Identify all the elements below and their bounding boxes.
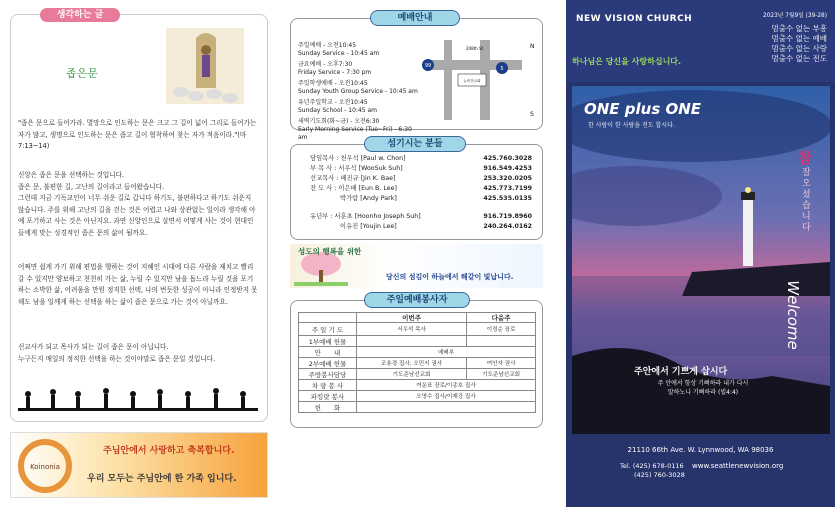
banner-line-1: 주님안에서 사랑하고 축복합니다.: [103, 446, 235, 456]
fellowship-banner: [10, 432, 268, 498]
silhouette-people-illustration: [18, 388, 258, 414]
paragraph-3: 선교사가 되고 목사가 되는 길이 좁은 문이 아닙니다. 누구든지 매일의 정직한 선택을 하는 것이야말로 좁은 문일 것입니다.: [18, 343, 216, 363]
church-address: 21110 66th Ave. W. Lynnwood, WA 98036: [627, 446, 774, 454]
meditation-header: 생각하는 글: [40, 8, 120, 22]
left-panel: [0, 0, 278, 507]
church-website-link[interactable]: www.seattlenewvision.org: [692, 462, 784, 470]
worship-header: 예배안내: [370, 10, 460, 26]
table-row: 주방봉사담당 기도준남선교회 기도준남선교회: [299, 369, 536, 380]
middle-panel: [284, 0, 549, 507]
schedule-list: 주일예배 - 오전10:45 Sunday Service - 10:45 am 금요예배 - 오후7:30 Friday Service - 7:30 pm 주일학생예배 - 오전10:45 Sunday Youth Group Service - 10:45 am 유년주일학교 - 오전10:45 Sunday School - 10:45 am 새벽기도회(화~금) - 오전6:30 Early Morning Service (Tue~Fri) - 6:30 am: [298, 42, 418, 141]
svg-text:5: 5: [500, 66, 504, 72]
staff-list: 담임목사 : 천우석 [Paul w. Chon] 425.760.3028 부 목 사 : 서우석 [WooSuk Suh] 916.549.4253 선교목사 : 배진규 [Jin K. Bae] 253.320.0205 전 도 사 : 이은배 [Eun B. Lee] 425.773.7199 박가람 [Andy Park] 425.535.0135 유년부 : 서훈초 [Hoonho Joseph Suh] 916.719.8960 이유진 [Youjin Lee] 240.264.0162: [310, 155, 532, 230]
verse-text: "좁은 문으로 들어가라. 멸망으로 인도하는 문은 크고 그 길이 넓어 그리로 들어가는 자가 많고, 생명으로 인도하는 문은 좁고 길이 협착하여 찾는 자가 적음이라."(마 7:13~14): [18, 119, 257, 151]
happiness-title: 성도의 행복을 위한: [298, 247, 362, 256]
motto-list: 멈출수 없는 부흥 멈출수 없는 예배 멈출수 없는 사랑 멈출수 없는 전도: [771, 24, 827, 63]
cover-panel: [566, 0, 835, 507]
location-map: [418, 34, 538, 124]
svg-text:Koinonia: Koinonia: [30, 463, 60, 471]
blessing-verse: 주 안에서 항상 기뻐하라 내가 다시 말하노니 기뻐하라 (빌4:4): [657, 380, 749, 396]
vertical-word-2: 잘오셨습니다: [802, 168, 811, 233]
evangelism-subtitle: 한 사람이 한 사람을 전도 합시다.: [588, 122, 675, 129]
koinonia-logo: [17, 439, 73, 493]
bulletin-date: 2023년 7월9일 (39-28): [763, 13, 827, 19]
vertical-word-1: 참: [798, 151, 812, 167]
lighthouse-photo: [572, 86, 830, 434]
cover-header: [566, 0, 835, 82]
table-row: 파킹랏 봉사 오명수 집사/이재강 집사: [299, 391, 536, 402]
svg-text:S: S: [530, 111, 534, 118]
table-row: 1부예배 헌물: [299, 336, 536, 347]
table-row: 안 내 예배부: [299, 347, 536, 358]
happiness-banner: [290, 244, 543, 288]
svg-text:208th St.: 208th St.: [466, 46, 485, 51]
table-row: 2부예배 헌물 조용경 집사, 오민지 권사 여인자 권사: [299, 358, 536, 369]
sermon-title: 좁은문: [66, 67, 98, 80]
happiness-text: 당신의 섬김이 하늘에서 해같이 빛납니다.: [386, 273, 514, 281]
table-row: 주 일 기 도 서우석 목사 이정순 장로: [299, 323, 536, 336]
one-plus-one-heading: ONE plus ONE: [584, 100, 702, 118]
banner-line-2: 우리 모두는 주님안에 한 가족 입니다.: [87, 474, 237, 484]
tagline: 하나님은 당신을 사랑하십니다.: [572, 57, 682, 66]
paragraph-2: 어쩌면 쉽게 가기 위해 편법을 행하는 것이 지혜인 시대에 다른 사람을 제치고 빨리 갈 수 있지만 양보하고 천천히 가는 삶, 누릴 수 있지만 남을 돕느라 누릴 것을 포기하는 소박한 삶, 어려움을 만원 정직한 선택, 나의 번듯한 성공이 아니라 인정받지 못해도 남을 일깨게 하는 선택을 하는 삶이 좁은 문으로 가는 것이 아닐까요.: [18, 263, 258, 306]
service-header: 주일예배봉사자: [364, 292, 470, 308]
welcome-text: Welcome: [783, 280, 802, 350]
paragraph-1: 신앙은 좁은 문을 선택하는 것입니다. 좁은 문, 불편한 길, 고난의 길이라고 들어왔습니다. 그런데 지금 기독교인이 너무 쉬운 길로 갑니다 하기도, 불편하다고 하기도 쉬운지 않습니다. 주를 위해 고난의 길을 걷는 것은 어렵고 나와 상관없는 일이라 생각해 아예 포기하고 사는 것은 아닌지요. 과연 신앙인으로 살면서 어떻게 사는 것이 현대인들에게 맞는 성경적인 좁은 문의 삶이 될까요.: [18, 171, 256, 237]
svg-text:뉴비전교회: 뉴비전교회: [463, 79, 481, 83]
staff-header: 섬기시는 분들: [364, 136, 466, 152]
table-row: 헌 화: [299, 402, 536, 413]
church-phone: Tel. (425) 678-0116 (425) 760-3028: [620, 462, 685, 479]
blessing-title: 주안에서 기쁘게 삽시다: [634, 367, 728, 377]
service-table: [298, 312, 536, 413]
svg-text:99: 99: [424, 63, 432, 69]
church-name: NEW VISION CHURCH: [576, 14, 693, 24]
table-header-row: 이번주 다음주: [299, 313, 536, 323]
shepherd-illustration: [166, 28, 244, 104]
svg-text:N: N: [530, 43, 535, 50]
table-row: 차 량 봉 사 여운표 장로/이종호 집사: [299, 380, 536, 391]
